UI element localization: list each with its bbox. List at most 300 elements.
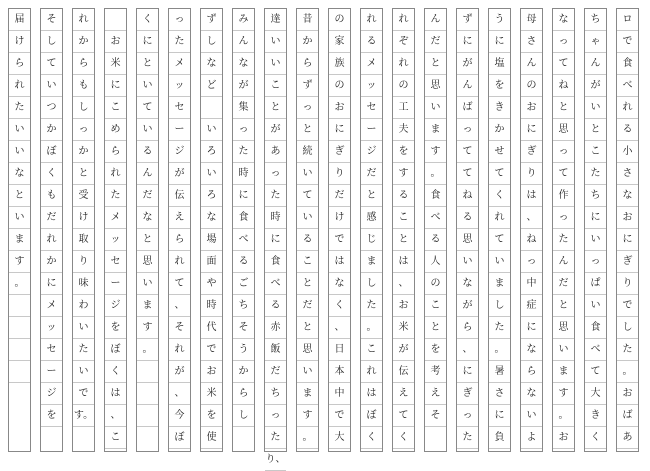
manuscript-cell: が xyxy=(457,295,478,317)
manuscript-cell: お xyxy=(201,361,222,383)
manuscript-cell: い xyxy=(297,163,318,185)
manuscript-column xyxy=(424,8,447,452)
manuscript-cell: ら xyxy=(169,229,190,251)
manuscript-cell: ま xyxy=(361,251,382,273)
manuscript-cell: い xyxy=(201,163,222,185)
manuscript-column xyxy=(296,8,319,452)
manuscript-cell: お xyxy=(521,97,542,119)
manuscript-cell: ま xyxy=(425,119,446,141)
manuscript-cell: お xyxy=(393,295,414,317)
manuscript-cell: な xyxy=(521,339,542,361)
manuscript-cell: ぎ xyxy=(617,251,638,273)
manuscript-cell: 中 xyxy=(521,273,542,295)
manuscript-cell: ー xyxy=(41,361,62,383)
manuscript-cell: っ xyxy=(553,141,574,163)
manuscript-cell: っ xyxy=(233,119,254,141)
manuscript-cell: ッ xyxy=(169,75,190,97)
manuscript-cell: お xyxy=(329,97,350,119)
manuscript-cell xyxy=(9,339,30,361)
manuscript-cell: ま xyxy=(9,229,30,251)
manuscript-cell: だ xyxy=(297,295,318,317)
manuscript-cell: ん xyxy=(553,251,574,273)
manuscript-cell: れ xyxy=(105,163,126,185)
manuscript-cell: い xyxy=(297,361,318,383)
manuscript-cell: れ xyxy=(73,9,94,31)
manuscript-cell: と xyxy=(393,229,414,251)
manuscript-cell: 思 xyxy=(457,229,478,251)
manuscript-column xyxy=(136,8,159,452)
manuscript-cell: ご xyxy=(233,273,254,295)
manuscript-cell: に xyxy=(585,207,606,229)
manuscript-cell: る xyxy=(617,119,638,141)
manuscript-cell: く xyxy=(329,295,350,317)
manuscript-cell: ま xyxy=(553,361,574,383)
manuscript-cell: セ xyxy=(41,339,62,361)
manuscript-cell: 作 xyxy=(553,185,574,207)
manuscript-cell: 米 xyxy=(201,383,222,405)
manuscript-cell: る xyxy=(393,185,414,207)
manuscript-cell: メ xyxy=(41,295,62,317)
manuscript-column xyxy=(552,8,575,452)
manuscript-cell: 。 xyxy=(137,339,158,361)
manuscript-cell: な xyxy=(617,185,638,207)
manuscript-cell: い xyxy=(265,31,286,53)
manuscript-cell: な xyxy=(521,383,542,405)
manuscript-cell: 届 xyxy=(9,9,30,31)
manuscript-cell: 。 xyxy=(9,273,30,295)
manuscript-cell: ろ xyxy=(201,141,222,163)
manuscript-cell: 大 xyxy=(585,383,606,405)
manuscript-cell: 食 xyxy=(585,317,606,339)
manuscript-cell: い xyxy=(9,141,30,163)
manuscript-cell: け xyxy=(329,207,350,229)
manuscript-cell: え xyxy=(425,383,446,405)
manuscript-cell: こ xyxy=(361,339,382,361)
manuscript-cell: か xyxy=(41,119,62,141)
manuscript-cell: ま xyxy=(137,295,158,317)
manuscript-cell: っ xyxy=(553,207,574,229)
manuscript-cell: 面 xyxy=(201,251,222,273)
manuscript-cell: す xyxy=(553,383,574,405)
manuscript-cell xyxy=(9,317,30,339)
manuscript-cell: て xyxy=(457,141,478,163)
manuscript-cell: の xyxy=(329,75,350,97)
manuscript-cell: れ xyxy=(169,339,190,361)
manuscript-cell: 達 xyxy=(265,9,286,31)
manuscript-cell: 時 xyxy=(201,295,222,317)
manuscript-cell: わ xyxy=(73,295,94,317)
manuscript-cell: し xyxy=(73,97,94,119)
manuscript-cell: べ xyxy=(265,273,286,295)
manuscript-cell: だ xyxy=(265,361,286,383)
manuscript-cell: い xyxy=(297,207,318,229)
manuscript-cell: の xyxy=(521,75,542,97)
manuscript-cell: に xyxy=(105,75,126,97)
manuscript-cell xyxy=(137,405,158,427)
manuscript-cell xyxy=(9,295,30,317)
manuscript-cell: そ xyxy=(233,317,254,339)
manuscript-cell: れ xyxy=(9,75,30,97)
manuscript-cell: に xyxy=(521,119,542,141)
manuscript-cell: だ xyxy=(425,31,446,53)
manuscript-cell: 。 xyxy=(553,405,574,427)
manuscript-cell: い xyxy=(521,405,542,427)
manuscript-cell: い xyxy=(585,229,606,251)
manuscript-cell: の xyxy=(393,75,414,97)
manuscript-cell: を xyxy=(489,75,510,97)
manuscript-cell: い xyxy=(137,273,158,295)
manuscript-cell: は xyxy=(105,383,126,405)
manuscript-column xyxy=(456,8,479,452)
manuscript-cell: セ xyxy=(105,251,126,273)
manuscript-cell: な xyxy=(457,273,478,295)
manuscript-cell: ば xyxy=(457,97,478,119)
manuscript-cell: れ xyxy=(489,207,510,229)
manuscript-cell: じ xyxy=(361,229,382,251)
manuscript-cell: り xyxy=(329,163,350,185)
manuscript-cell: て xyxy=(169,273,190,295)
manuscript-cell: て xyxy=(585,361,606,383)
manuscript-cell: て xyxy=(41,53,62,75)
manuscript-cell: ぱ xyxy=(585,273,606,295)
manuscript-cell: で xyxy=(617,31,638,53)
manuscript-cell: ん xyxy=(137,163,158,185)
manuscript-cell: セ xyxy=(361,97,382,119)
manuscript-cell: 母 xyxy=(521,9,542,31)
manuscript-cell: ー xyxy=(105,273,126,295)
manuscript-cell xyxy=(9,361,30,383)
manuscript-cell: べ xyxy=(617,75,638,97)
manuscript-cell: く xyxy=(41,163,62,185)
manuscript-cell: と xyxy=(585,119,606,141)
manuscript-cell: 本 xyxy=(329,361,350,383)
manuscript-cell: を xyxy=(393,141,414,163)
manuscript-cell: そ xyxy=(169,317,190,339)
manuscript-cell: な xyxy=(329,273,350,295)
manuscript-cell: る xyxy=(265,295,286,317)
manuscript-cell: さ xyxy=(521,31,542,53)
manuscript-cell: が xyxy=(393,339,414,361)
manuscript-column xyxy=(40,8,63,452)
manuscript-cell: 思 xyxy=(553,119,574,141)
manuscript-cell: と xyxy=(425,53,446,75)
manuscript-cell: 場 xyxy=(201,229,222,251)
manuscript-cell: て xyxy=(393,405,414,427)
manuscript-cell: い xyxy=(457,251,478,273)
manuscript-cell: み xyxy=(233,9,254,31)
manuscript-column xyxy=(584,8,607,452)
manuscript-cell: ッ xyxy=(105,229,126,251)
manuscript-cell: 夫 xyxy=(393,119,414,141)
manuscript-cell: あ xyxy=(617,427,638,449)
manuscript-cell: い xyxy=(489,251,510,273)
manuscript-cell: け xyxy=(73,207,94,229)
manuscript-cell: ね xyxy=(521,229,542,251)
manuscript-cell: せ xyxy=(489,141,510,163)
manuscript-cell: に xyxy=(457,361,478,383)
manuscript-cell: ら xyxy=(105,141,126,163)
manuscript-cell: っ xyxy=(457,119,478,141)
manuscript-cell: 思 xyxy=(297,339,318,361)
manuscript-cell: い xyxy=(425,97,446,119)
manuscript-cell: れ xyxy=(169,251,190,273)
manuscript-cell: た xyxy=(457,427,478,449)
manuscript-cell: 人 xyxy=(425,251,446,273)
manuscript-cell: な xyxy=(233,53,254,75)
manuscript-cell: だ xyxy=(329,185,350,207)
manuscript-cell: ー xyxy=(361,119,382,141)
manuscript-cell: ん xyxy=(457,75,478,97)
manuscript-cell: お xyxy=(617,207,638,229)
manuscript-cell: こ xyxy=(393,207,414,229)
manuscript-cell: 思 xyxy=(553,317,574,339)
manuscript-cell: し xyxy=(233,405,254,427)
manuscript-cell: 。 xyxy=(617,361,638,383)
manuscript-cell: メ xyxy=(105,207,126,229)
manuscript-cell: い xyxy=(9,207,30,229)
manuscript-cell: に xyxy=(137,31,158,53)
manuscript-column xyxy=(232,8,255,452)
manuscript-cell: れ xyxy=(393,9,414,31)
manuscript-cell: す。 xyxy=(73,405,94,427)
manuscript-cell: 食 xyxy=(265,251,286,273)
manuscript-cell: ち xyxy=(233,295,254,317)
manuscript-cell: 食 xyxy=(617,53,638,75)
manuscript-cell: ー xyxy=(169,119,190,141)
manuscript-cell: け xyxy=(9,31,30,53)
manuscript-cell: く xyxy=(585,427,606,449)
manuscript-cell: 小 xyxy=(617,141,638,163)
manuscript-cell: も xyxy=(41,185,62,207)
manuscript-cell: で xyxy=(329,229,350,251)
manuscript-cell: ぼ xyxy=(41,141,62,163)
manuscript-cell: 大 xyxy=(329,427,350,449)
manuscript-cell: ね xyxy=(553,75,574,97)
manuscript-cell: と xyxy=(553,295,574,317)
manuscript-cell: と xyxy=(265,97,286,119)
manuscript-cell: ば xyxy=(617,405,638,427)
manuscript-cell: る xyxy=(233,251,254,273)
manuscript-cell: と xyxy=(297,273,318,295)
manuscript-cell: 、 xyxy=(457,339,478,361)
manuscript-cell: っ xyxy=(169,9,190,31)
manuscript-column xyxy=(168,8,191,452)
manuscript-cell: に xyxy=(457,31,478,53)
manuscript-cell: な xyxy=(553,9,574,31)
manuscript-cell: そ xyxy=(41,9,62,31)
manuscript-cell: ぞ xyxy=(393,31,414,53)
manuscript-cell: メ xyxy=(361,53,382,75)
manuscript-cell: た xyxy=(553,229,574,251)
manuscript-cell: っ xyxy=(585,251,606,273)
manuscript-cell: に xyxy=(265,229,286,251)
manuscript-cell: は xyxy=(329,251,350,273)
manuscript-cell: と xyxy=(297,317,318,339)
manuscript-cell: て xyxy=(553,53,574,75)
manuscript-cell: ち xyxy=(585,185,606,207)
manuscript-column xyxy=(72,8,95,452)
manuscript-cell: れ xyxy=(393,53,414,75)
manuscript-cell: 。 xyxy=(425,163,446,185)
manuscript-cell: 赤 xyxy=(265,317,286,339)
manuscript-cell: と xyxy=(137,53,158,75)
manuscript-cell: 。 xyxy=(297,427,318,449)
manuscript-cell: 。 xyxy=(361,317,382,339)
manuscript-column xyxy=(264,8,287,465)
manuscript-cell: ら xyxy=(521,361,542,383)
manuscript-cell: は xyxy=(361,383,382,405)
manuscript-cell: だ xyxy=(137,185,158,207)
manuscript-cell: 受 xyxy=(73,185,94,207)
manuscript-cell: り xyxy=(617,273,638,295)
manuscript-cell: 暑 xyxy=(489,361,510,383)
manuscript-cell: れ xyxy=(361,9,382,31)
manuscript-cell: ぎ xyxy=(457,383,478,405)
manuscript-cell: な xyxy=(9,163,30,185)
manuscript-cell: ね xyxy=(457,185,478,207)
manuscript-cell: た xyxy=(361,295,382,317)
manuscript-cell: こ xyxy=(105,427,126,449)
manuscript-cell: え xyxy=(393,383,414,405)
manuscript-cell: る xyxy=(361,31,382,53)
manuscript-cell: か xyxy=(41,251,62,273)
manuscript-cell: ま xyxy=(489,273,510,295)
manuscript-cell: こ xyxy=(105,97,126,119)
manuscript-cell: 味 xyxy=(73,273,94,295)
manuscript-cell xyxy=(137,361,158,383)
manuscript-cell: で xyxy=(329,405,350,427)
manuscript-cell: く xyxy=(137,9,158,31)
manuscript-cell: ち xyxy=(585,9,606,31)
manuscript-cell: に xyxy=(41,273,62,295)
manuscript-cell: ぼ xyxy=(361,405,382,427)
manuscript-cell: 時 xyxy=(265,207,286,229)
manuscript-cell: っ xyxy=(73,119,94,141)
manuscript-cell: ん xyxy=(521,53,542,75)
manuscript-cell: て xyxy=(553,163,574,185)
manuscript-cell: て xyxy=(457,163,478,185)
manuscript-cell: り xyxy=(73,251,94,273)
manuscript-cell: に xyxy=(489,31,510,53)
manuscript-cell: さ xyxy=(489,383,510,405)
manuscript-cell: を xyxy=(425,339,446,361)
manuscript-cell: べ xyxy=(233,229,254,251)
manuscript-cell: と xyxy=(9,185,30,207)
manuscript-cell: 米 xyxy=(105,53,126,75)
manuscript-cell: ジ xyxy=(169,141,190,163)
manuscript-cell: は xyxy=(393,251,414,273)
manuscript-cell: な xyxy=(201,207,222,229)
manuscript-cell: ぼ xyxy=(169,427,190,449)
manuscript-cell: た xyxy=(617,339,638,361)
manuscript-cell: が xyxy=(265,119,286,141)
manuscript-cell: た xyxy=(105,185,126,207)
manuscript-cell: き xyxy=(585,405,606,427)
manuscript-cell: め xyxy=(105,119,126,141)
manuscript-cell: ぎ xyxy=(521,141,542,163)
manuscript-cell: る xyxy=(137,141,158,163)
manuscript-cell: に xyxy=(521,317,542,339)
manuscript-cell: 伝 xyxy=(393,361,414,383)
manuscript-cell: が xyxy=(169,163,190,185)
manuscript-cell: の xyxy=(329,9,350,31)
manuscript-cell: 工 xyxy=(393,97,414,119)
manuscript-cell: 、 xyxy=(169,383,190,405)
manuscript-cell: が xyxy=(169,361,190,383)
manuscript-column xyxy=(8,8,31,452)
manuscript-cell: す xyxy=(137,317,158,339)
manuscript-cell: 今 xyxy=(169,405,190,427)
manuscript-cell: で xyxy=(617,295,638,317)
manuscript-cell: い xyxy=(201,119,222,141)
manuscript-cell: を xyxy=(41,405,62,427)
manuscript-cell: 家 xyxy=(329,31,350,53)
manuscript-cell: ら xyxy=(73,53,94,75)
manuscript-cell: ず xyxy=(297,75,318,97)
manuscript-cell: 、 xyxy=(169,295,190,317)
manuscript-cell: い xyxy=(585,97,606,119)
manuscript-cell: か xyxy=(233,361,254,383)
manuscript-cell: く xyxy=(361,427,382,449)
manuscript-cell: っ xyxy=(521,251,542,273)
manuscript-cell: り xyxy=(521,163,542,185)
manuscript-cell: 集 xyxy=(233,97,254,119)
manuscript-cell: の xyxy=(425,273,446,295)
manuscript-cell: そ xyxy=(425,405,446,427)
manuscript-cell: す xyxy=(297,405,318,427)
manuscript-cell: か xyxy=(73,141,94,163)
manuscript-cell: う xyxy=(489,9,510,31)
manuscript-cell: く xyxy=(105,361,126,383)
manuscript-cell: い xyxy=(73,361,94,383)
manuscript-cell: ん xyxy=(425,9,446,31)
manuscript-cell: と xyxy=(73,163,94,185)
manuscript-column xyxy=(616,8,639,452)
manuscript-cell: し xyxy=(489,295,510,317)
manuscript-cell: て xyxy=(489,229,510,251)
manuscript-cell: て xyxy=(489,163,510,185)
manuscript-cell: 、 xyxy=(105,405,126,427)
manuscript-cell: 昔 xyxy=(297,9,318,31)
manuscript-column xyxy=(488,8,511,452)
manuscript-cell: お xyxy=(105,31,126,53)
manuscript-cell: ら xyxy=(457,317,478,339)
manuscript-cell: ら xyxy=(297,53,318,75)
manuscript-cell: 考 xyxy=(425,361,446,383)
manuscript-cell: く xyxy=(393,427,414,449)
manuscript-cell: こ xyxy=(297,251,318,273)
manuscript-cell: ゃ xyxy=(585,31,606,53)
manuscript-cell: 、 xyxy=(393,273,414,295)
manuscript-cell: ど xyxy=(201,75,222,97)
manuscript-cell: と xyxy=(137,229,158,251)
manuscript-cell: た xyxy=(169,31,190,53)
manuscript-cell: か xyxy=(73,31,94,53)
manuscript-cell: 思 xyxy=(137,251,158,273)
manuscript-cell: る xyxy=(457,207,478,229)
manuscript-cell: 。 xyxy=(489,339,510,361)
manuscript-cell: 使 xyxy=(201,427,222,449)
manuscript-cell: だ xyxy=(553,273,574,295)
manuscript-cell: を xyxy=(105,317,126,339)
manuscript-cell: こ xyxy=(265,75,286,97)
manuscript-cell: 思 xyxy=(425,75,446,97)
manuscript-cell: が xyxy=(233,75,254,97)
manuscript-cell: べ xyxy=(425,207,446,229)
manuscript-cell: ッ xyxy=(361,75,382,97)
manuscript-cell: な xyxy=(137,207,158,229)
manuscript-cell: に xyxy=(489,405,510,427)
